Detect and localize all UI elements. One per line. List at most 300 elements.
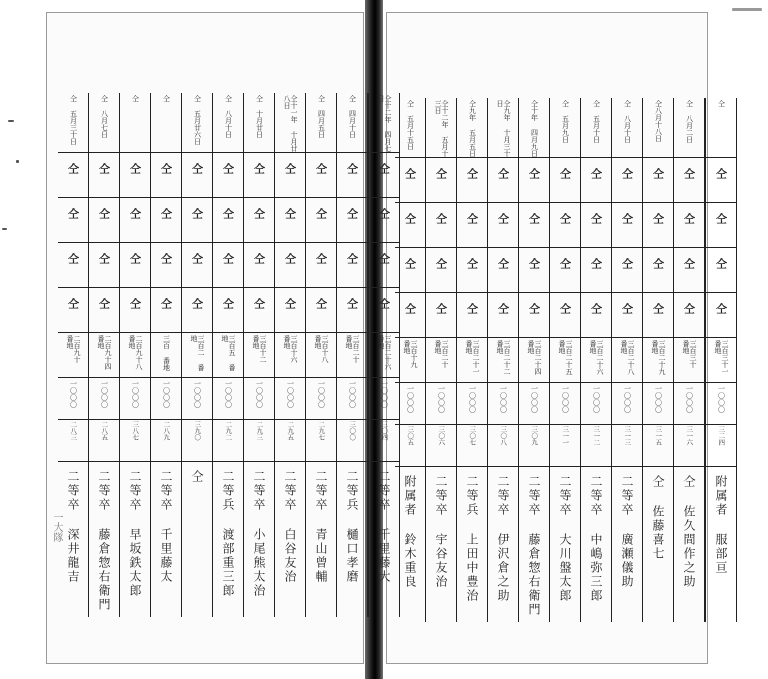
cell-mark-text: 仝: [682, 168, 696, 179]
ledger-cell-date: [457, 98, 487, 158]
ledger-column: [519, 98, 550, 622]
cell-mark-text: 仝: [527, 258, 541, 269]
cell-mark-text: 仝: [558, 258, 572, 269]
ledger-cell-mark: [706, 248, 736, 293]
cell-mark-text: 仝: [682, 258, 696, 269]
right-ledger-grid: [395, 98, 737, 622]
cell-seat-text: 三百二十 番地: [345, 335, 360, 363]
ledger-cell-idx: [151, 420, 181, 462]
ledger-cell-mark: [643, 293, 673, 338]
ledger-cell-name: [426, 467, 456, 622]
ledger-cell-mark: [337, 243, 367, 288]
cell-seat-text: 三百十二 番地: [252, 335, 267, 363]
cell-mark-text: 仝: [620, 168, 634, 179]
ledger-cell-date: [306, 93, 336, 153]
cell-mark-text: 仝: [128, 253, 142, 264]
scan-speck: [8, 120, 14, 122]
cell-date-text: 仝 五月九日: [561, 100, 570, 143]
ledger-cell-mark: [395, 203, 425, 248]
ledger-cell-mark: [612, 158, 642, 203]
cell-mark-text: 仝: [620, 303, 634, 314]
ledger-cell-idx: [706, 425, 736, 467]
ledger-cell-mark: [244, 243, 274, 288]
cell-amount-text: 一〇〇〇: [406, 385, 415, 413]
cell-name-text: 二等兵 樋口孝磨: [345, 470, 359, 584]
ledger-cell-amt: [151, 378, 181, 420]
cell-mark-text: 仝: [252, 298, 266, 309]
ledger-cell-date: [182, 93, 212, 153]
ledger-cell-amt: [337, 378, 367, 420]
cell-date-text: 仝 五月三十日: [69, 95, 78, 145]
cell-mark-text: 仝: [314, 253, 328, 264]
ledger-cell-mark: [58, 198, 88, 243]
ledger-cell-seat: [213, 333, 243, 378]
cell-name-text: 二等卒 早坂鉄太郎: [128, 470, 142, 598]
cell-mark-text: 仝: [714, 303, 728, 314]
ledger-cell-amt: [488, 383, 518, 425]
ledger-cell-mark: [519, 248, 549, 293]
ledger-cell-idx: [275, 420, 305, 462]
ledger-cell-name: [612, 467, 642, 622]
ledger-cell-seat: [519, 338, 549, 383]
cell-date-text: 仝 四月五日: [317, 95, 326, 138]
cell-amount-text: 一〇〇〇: [69, 380, 78, 408]
cell-seat-text: 三百二十六 番地: [377, 335, 392, 370]
cell-name-text: 二等卒 深井龍吉: [66, 470, 80, 584]
ledger-cell-amt: [706, 383, 736, 425]
cell-mark-text: 仝: [434, 213, 448, 224]
cell-mark-text: 仝: [221, 298, 235, 309]
ledger-cell-mark: [244, 288, 274, 333]
ledger-cell-idx: [550, 425, 580, 467]
ledger-cell-date: [120, 93, 150, 153]
cell-mark-text: 仝: [314, 208, 328, 219]
ledger-cell-seat: [643, 338, 673, 383]
margin-notation: 一大隊: [51, 512, 62, 542]
cell-idx-text: 三八七: [131, 421, 140, 441]
cell-mark-text: 仝: [377, 208, 391, 219]
ledger-cell-amt: [244, 378, 274, 420]
ledger-cell-mark: [275, 153, 305, 198]
cell-mark-text: 仝: [190, 208, 204, 219]
cell-mark-text: 仝: [403, 303, 417, 314]
ledger-cell-mark: [674, 293, 704, 338]
ledger-column: [550, 98, 581, 622]
cell-idx-text: 二九二: [224, 421, 233, 441]
cell-mark-text: 仝: [128, 298, 142, 309]
ledger-cell-mark: [488, 158, 518, 203]
ledger-cell-amt: [182, 378, 212, 420]
ledger-column: [89, 93, 120, 617]
ledger-cell-mark: [275, 198, 305, 243]
ledger-cell-mark: [213, 243, 243, 288]
ledger-cell-mark: [89, 288, 119, 333]
cell-mark-text: 仝: [589, 213, 603, 224]
ledger-cell-date: [519, 98, 549, 158]
cell-name-text: 仝: [190, 470, 204, 484]
ledger-cell-mark: [58, 243, 88, 288]
cell-mark-text: 仝: [221, 253, 235, 264]
ledger-cell-mark: [457, 158, 487, 203]
ledger-cell-seat: [120, 333, 150, 378]
cell-date-text: 仝 八月二日: [685, 100, 694, 143]
ledger-cell-date: [151, 93, 181, 153]
cell-idx-text: 二八五: [100, 421, 109, 441]
ledger-cell-date: [213, 93, 243, 153]
cell-seat-text: 三百三十一 番地: [714, 340, 729, 375]
cell-mark-text: 仝: [434, 168, 448, 179]
ledger-cell-mark: [120, 198, 150, 243]
cell-mark-text: 仝: [283, 163, 297, 174]
cell-mark-text: 仝: [496, 303, 510, 314]
cell-amount-text: 一〇〇〇: [193, 380, 202, 408]
cell-seat-text: 三百 番地: [162, 335, 171, 371]
cell-name-text: 二等卒 伊沢倉之助: [496, 475, 510, 603]
ledger-column: [643, 98, 674, 622]
ledger-column: [120, 93, 151, 617]
cell-mark-text: 仝: [496, 213, 510, 224]
cell-name-text: 二等兵 上田中豊治: [465, 475, 479, 603]
cell-mark-text: 仝: [620, 213, 634, 224]
cell-date-text: 仝 八月七日: [100, 95, 109, 138]
cell-mark-text: 仝: [159, 208, 173, 219]
ledger-cell-seat: [488, 338, 518, 383]
ledger-cell-name: [395, 467, 425, 622]
ledger-cell-date: [395, 98, 425, 158]
cell-mark-text: 仝: [221, 208, 235, 219]
ledger-column: [337, 93, 368, 617]
cell-date-text: 仝十年 四月九日: [530, 100, 539, 157]
ledger-column: [213, 93, 244, 617]
cell-mark-text: 仝: [434, 258, 448, 269]
cell-seat-text: 三百二十二 番地: [496, 340, 511, 375]
cell-amount-text: 一〇〇〇: [592, 385, 601, 413]
cell-date-text: 仝 十月廿日: [255, 95, 264, 138]
ledger-cell-date: [643, 98, 673, 158]
ledger-cell-date: [244, 93, 274, 153]
ledger-column: [275, 93, 306, 617]
cell-amount-text: 一〇〇〇: [654, 385, 663, 413]
cell-seat-text: 三百二十六 番地: [589, 340, 604, 375]
ledger-cell-idx: [581, 425, 611, 467]
cell-mark-text: 仝: [190, 163, 204, 174]
ledger-cell-date: [706, 98, 736, 158]
ledger-cell-mark: [581, 248, 611, 293]
ledger-cell-idx: [182, 420, 212, 462]
ledger-cell-seat: [581, 338, 611, 383]
cell-seat-text: 三百二 番地: [190, 335, 205, 371]
ledger-cell-idx: [244, 420, 274, 462]
cell-date-text: 仝九年 十月三十日: [496, 100, 511, 157]
cell-mark-text: 仝: [190, 253, 204, 264]
cell-mark-text: 仝: [682, 213, 696, 224]
cell-mark-text: 仝: [403, 168, 417, 179]
ledger-cell-mark: [306, 243, 336, 288]
cell-date-text: 仝十二年 四月七日: [377, 95, 392, 152]
ledger-cell-mark: [89, 243, 119, 288]
ledger-column: [244, 93, 275, 617]
cell-mark-text: 仝: [66, 253, 80, 264]
ledger-cell-seat: [182, 333, 212, 378]
cell-amount-text: 一〇〇〇: [437, 385, 446, 413]
cell-mark-text: 仝: [159, 253, 173, 264]
ledger-column: [306, 93, 337, 617]
cell-idx-text: 三〇七: [468, 426, 477, 446]
ledger-column: [612, 98, 643, 622]
ledger-cell-mark: [674, 203, 704, 248]
cell-mark-text: 仝: [651, 168, 665, 179]
ledger-cell-amt: [89, 378, 119, 420]
cell-mark-text: 仝: [66, 298, 80, 309]
cell-mark-text: 仝: [434, 303, 448, 314]
cell-mark-text: 仝: [66, 208, 80, 219]
ledger-cell-amt: [275, 378, 305, 420]
ledger-cell-amt: [643, 383, 673, 425]
cell-idx-text: 三〇五: [406, 426, 415, 446]
ledger-cell-idx: [58, 420, 88, 462]
cell-mark-text: 仝: [465, 303, 479, 314]
ledger-column: [581, 98, 612, 622]
cell-name-text: 二等卒 廣瀬儀助: [620, 475, 634, 589]
ledger-cell-amt: [519, 383, 549, 425]
ledger-cell-mark: [182, 288, 212, 333]
cell-name-text: 二等卒 藤倉惣右衛門: [97, 470, 111, 612]
ledger-cell-mark: [426, 293, 456, 338]
ledger-cell-mark: [306, 153, 336, 198]
cell-mark-text: 仝: [283, 208, 297, 219]
cell-date-text: 仝: [162, 95, 171, 102]
cell-seat-text: 二百九十八 番地: [128, 335, 143, 370]
ledger-cell-mark: [581, 203, 611, 248]
ledger-cell-idx: [643, 425, 673, 467]
ledger-cell-mark: [120, 243, 150, 288]
cell-mark-text: 仝: [252, 208, 266, 219]
cell-mark-text: 仝: [558, 213, 572, 224]
ledger-cell-date: [550, 98, 580, 158]
ledger-cell-mark: [151, 288, 181, 333]
ledger-cell-name: [275, 462, 305, 617]
cell-mark-text: 仝: [252, 163, 266, 174]
cell-amount-text: 一〇〇〇: [224, 380, 233, 408]
cell-amount-text: 一〇〇〇: [468, 385, 477, 413]
ledger-cell-amt: [213, 378, 243, 420]
ledger-cell-mark: [426, 248, 456, 293]
cell-date-text: 仝: [717, 100, 726, 107]
ledger-cell-mark: [182, 153, 212, 198]
cell-mark-text: 仝: [558, 168, 572, 179]
cell-idx-text: 二九三: [255, 421, 264, 441]
cell-amount-text: 一〇〇〇: [100, 380, 109, 408]
ledger-cell-mark: [488, 293, 518, 338]
ledger-cell-amt: [58, 378, 88, 420]
cell-amount-text: 一〇〇〇: [317, 380, 326, 408]
ledger-cell-mark: [275, 243, 305, 288]
ledger-cell-mark: [550, 203, 580, 248]
cell-mark-text: 仝: [252, 253, 266, 264]
ledger-cell-mark: [244, 153, 274, 198]
ledger-cell-name: [674, 467, 704, 622]
ledger-cell-mark: [89, 153, 119, 198]
cell-idx-text: 三一六: [685, 426, 694, 446]
cell-amount-text: 一〇〇〇: [717, 385, 726, 413]
ledger-cell-mark: [120, 153, 150, 198]
ledger-cell-mark: [337, 198, 367, 243]
ledger-cell-seat: [244, 333, 274, 378]
cell-mark-text: 仝: [496, 168, 510, 179]
ledger-cell-mark: [213, 198, 243, 243]
ledger-cell-mark: [151, 243, 181, 288]
cell-seat-text: 三百二十四 番地: [527, 340, 542, 375]
cell-seat-text: 二百九十四 番地: [97, 335, 112, 370]
cell-mark-text: 仝: [465, 213, 479, 224]
ledger-cell-mark: [612, 248, 642, 293]
ledger-column: [182, 93, 213, 617]
ledger-cell-mark: [581, 293, 611, 338]
ledger-cell-name: [120, 462, 150, 617]
ledger-cell-mark: [519, 293, 549, 338]
ledger-cell-date: [337, 93, 367, 153]
cell-idx-text: 三一三: [623, 426, 632, 446]
cell-name-text: 二等卒 白谷友治: [283, 470, 297, 584]
cell-name-text: 二等卒 中嶋弥三郎: [589, 475, 603, 603]
ledger-cell-mark: [706, 293, 736, 338]
cell-mark-text: 仝: [496, 258, 510, 269]
ledger-column: [426, 98, 457, 622]
ledger-column: [488, 98, 519, 622]
cell-idx-text: 二九五: [286, 421, 295, 441]
ledger-cell-mark: [519, 158, 549, 203]
ledger-cell-seat: [612, 338, 642, 383]
cell-mark-text: 仝: [128, 163, 142, 174]
cell-idx-text: 三〇四: [380, 421, 389, 441]
ledger-cell-name: [182, 462, 212, 617]
ledger-cell-mark: [643, 158, 673, 203]
cell-amount-text: 一〇〇〇: [380, 380, 389, 408]
left-ledger-grid: [58, 93, 400, 617]
cell-name-text: 仝 佐久間作之助: [682, 475, 696, 589]
cell-mark-text: 仝: [314, 163, 328, 174]
ledger-cell-mark: [457, 248, 487, 293]
cell-mark-text: 仝: [465, 258, 479, 269]
ledger-cell-mark: [706, 158, 736, 203]
ledger-column: [705, 98, 737, 622]
ledger-cell-name: [581, 467, 611, 622]
cell-mark-text: 仝: [97, 253, 111, 264]
ledger-cell-idx: [426, 425, 456, 467]
ledger-cell-seat: [426, 338, 456, 383]
ledger-cell-mark: [337, 153, 367, 198]
cell-mark-text: 仝: [345, 208, 359, 219]
ledger-cell-mark: [120, 288, 150, 333]
cell-date-text: 仝: [131, 95, 140, 102]
cell-date-text: 仝 四月十日: [348, 95, 357, 138]
cell-name-text: 附属者 鈴木重良: [403, 475, 417, 589]
cell-amount-text: 一〇〇〇: [286, 380, 295, 408]
ledger-cell-seat: [275, 333, 305, 378]
cell-mark-text: 仝: [589, 303, 603, 314]
cell-mark-text: 仝: [314, 298, 328, 309]
cell-date-text: 仝九年 五月五日: [468, 100, 477, 157]
cell-seat-text: 二百九十 番地: [66, 335, 81, 363]
ledger-cell-idx: [612, 425, 642, 467]
cell-mark-text: 仝: [159, 163, 173, 174]
cell-seat-text: 三百二十 番地: [434, 340, 449, 368]
ledger-cell-mark: [426, 158, 456, 203]
ledger-cell-mark: [275, 288, 305, 333]
cell-mark-text: 仝: [403, 258, 417, 269]
ledger-cell-mark: [706, 203, 736, 248]
cell-mark-text: 仝: [589, 258, 603, 269]
cell-idx-text: 三一二: [592, 426, 601, 446]
ledger-cell-name: [306, 462, 336, 617]
cell-amount-text: 一〇〇〇: [162, 380, 171, 408]
ledger-cell-mark: [306, 288, 336, 333]
ledger-cell-seat: [457, 338, 487, 383]
cell-seat-text: 三百十八 番地: [314, 335, 329, 363]
ledger-cell-name: [213, 462, 243, 617]
cell-mark-text: 仝: [465, 168, 479, 179]
ledger-cell-amt: [550, 383, 580, 425]
ledger-cell-amt: [674, 383, 704, 425]
ledger-cell-date: [275, 93, 305, 153]
cell-mark-text: 仝: [283, 253, 297, 264]
ledger-cell-mark: [457, 203, 487, 248]
ledger-cell-seat: [89, 333, 119, 378]
ledger-cell-mark: [151, 198, 181, 243]
cell-seat-text: 三百五 番地: [221, 335, 236, 371]
ledger-cell-mark: [457, 293, 487, 338]
ledger-cell-name: [488, 467, 518, 622]
ledger-cell-seat: [550, 338, 580, 383]
cell-idx-text: 二八三: [69, 421, 78, 441]
ledger-cell-seat: [337, 333, 367, 378]
ledger-cell-mark: [395, 158, 425, 203]
ledger-cell-idx: [674, 425, 704, 467]
cell-mark-text: 仝: [682, 303, 696, 314]
ledger-cell-idx: [89, 420, 119, 462]
cell-amount-text: 一〇〇〇: [685, 385, 694, 413]
ledger-cell-name: [337, 462, 367, 617]
ledger-column: [395, 98, 426, 622]
ledger-cell-seat: [151, 333, 181, 378]
cell-date-text: 仝 五月十五日: [406, 100, 415, 150]
cell-idx-text: 三〇九: [530, 426, 539, 446]
cell-mark-text: 仝: [159, 298, 173, 309]
ledger-cell-idx: [395, 425, 425, 467]
ledger-cell-amt: [457, 383, 487, 425]
cell-mark-text: 仝: [190, 298, 204, 309]
ledger-cell-date: [89, 93, 119, 153]
ledger-column: [151, 93, 182, 617]
cell-mark-text: 仝: [377, 298, 391, 309]
cell-name-text: 二等卒 青山曾輔: [314, 470, 328, 584]
cell-name-text: 二等卒 小尾熊太治: [252, 470, 266, 598]
ledger-cell-mark: [58, 153, 88, 198]
ledger-cell-mark: [244, 198, 274, 243]
cell-mark-text: 仝: [66, 163, 80, 174]
ledger-cell-mark: [182, 243, 212, 288]
cell-idx-text: 三〇〇: [348, 421, 357, 441]
cell-mark-text: 仝: [97, 208, 111, 219]
cell-amount-text: 一〇〇〇: [561, 385, 570, 413]
cell-mark-text: 仝: [651, 213, 665, 224]
cell-amount-text: 一〇〇〇: [348, 380, 357, 408]
cell-seat-text: 三百十六 番地: [283, 335, 298, 363]
cell-date-text: 仝 五月十日: [592, 100, 601, 143]
cell-mark-text: 仝: [651, 258, 665, 269]
ledger-cell-mark: [395, 248, 425, 293]
cell-name-text: 仝 佐藤喜七: [651, 475, 665, 561]
